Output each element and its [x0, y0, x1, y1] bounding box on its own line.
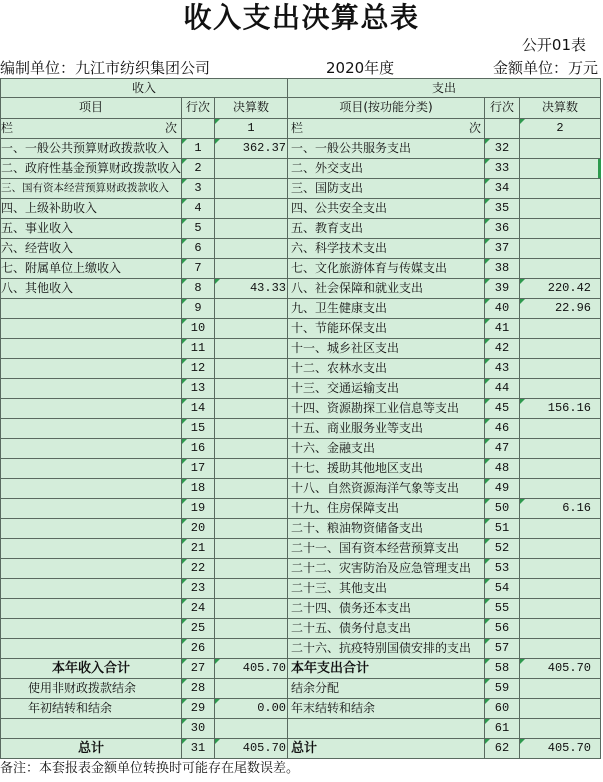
expense-amount-cell[interactable]: [520, 719, 601, 739]
expense-amount-cell[interactable]: 405.70: [520, 739, 601, 759]
income-amount-cell[interactable]: [215, 259, 288, 279]
income-line-no-cell[interactable]: 31: [182, 739, 215, 759]
expense-line-no-cell[interactable]: 51: [485, 519, 520, 539]
income-amount-cell[interactable]: [215, 339, 288, 359]
income-amount-cell[interactable]: [215, 239, 288, 259]
expense-item-cell[interactable]: 十七、援助其他地区支出: [288, 459, 485, 479]
column-label-ci: 次: [468, 121, 481, 135]
expense-line-no-cell[interactable]: 59: [485, 679, 520, 699]
expense-line-no-cell[interactable]: 40: [485, 299, 520, 319]
expense-item-cell[interactable]: 二十四、债务还本支出: [288, 599, 485, 619]
expense-line-no-cell[interactable]: 49: [485, 479, 520, 499]
expense-line-no-cell[interactable]: 50: [485, 499, 520, 519]
income-line-header[interactable]: 行次: [182, 98, 215, 119]
expense-amount-cell[interactable]: [520, 579, 601, 599]
expense-amount-cell[interactable]: [520, 439, 601, 459]
expense-item-cell[interactable]: 十九、住房保障支出: [288, 499, 485, 519]
income-amount-cell[interactable]: [215, 519, 288, 539]
income-item-cell[interactable]: [1, 599, 182, 619]
expense-amount-cell[interactable]: 22.96: [520, 299, 601, 319]
income-line-no-cell[interactable]: 22: [182, 559, 215, 579]
income-item-cell[interactable]: [1, 359, 182, 379]
income-line-no-cell[interactable]: 3: [182, 179, 215, 199]
expense-item-cell[interactable]: 二十三、其他支出: [288, 579, 485, 599]
expense-amount-header[interactable]: 决算数: [520, 98, 601, 119]
income-amount-cell[interactable]: [215, 599, 288, 619]
income-line-no-cell[interactable]: 1: [182, 139, 215, 159]
expense-line-no-cell[interactable]: 55: [485, 599, 520, 619]
income-line-no-cell[interactable]: 24: [182, 599, 215, 619]
expense-item-cell[interactable]: 十三、交通运输支出: [288, 379, 485, 399]
income-line-no-cell[interactable]: 17: [182, 459, 215, 479]
expense-line-no-cell[interactable]: 62: [485, 739, 520, 759]
income-amount-cell[interactable]: 43.33: [215, 279, 288, 299]
income-amount-cell[interactable]: [215, 199, 288, 219]
expense-amount-cell[interactable]: [520, 419, 601, 439]
expense-item-cell[interactable]: 十六、金融支出: [288, 439, 485, 459]
income-item-cell[interactable]: 使用非财政拨款结余: [1, 679, 182, 699]
expense-amount-cell[interactable]: [520, 359, 601, 379]
income-amount-cell[interactable]: [215, 579, 288, 599]
expense-line-no-cell[interactable]: 34: [485, 179, 520, 199]
expense-amount-cell[interactable]: [520, 539, 601, 559]
expense-line-no-cell[interactable]: 58: [485, 659, 520, 679]
income-expenditure-table: [0, 78, 601, 759]
income-item-cell[interactable]: [1, 499, 182, 519]
expense-column-number[interactable]: 2: [520, 119, 601, 139]
expense-amount-cell[interactable]: [520, 639, 601, 659]
expense-line-no-cell[interactable]: 42: [485, 339, 520, 359]
column-label-ci: 次: [164, 121, 177, 135]
expense-amount-cell[interactable]: [520, 199, 601, 219]
expense-line-no-cell[interactable]: 33: [485, 159, 520, 179]
income-amount-cell[interactable]: 0.00: [215, 699, 288, 719]
expense-line-no-cell[interactable]: 37: [485, 239, 520, 259]
income-line-no-cell[interactable]: 4: [182, 199, 215, 219]
expense-line-no-cell[interactable]: 54: [485, 579, 520, 599]
expense-item-cell[interactable]: 二十五、债务付息支出: [288, 619, 485, 639]
income-item-cell[interactable]: 年初结转和结余: [1, 699, 182, 719]
expense-item-cell[interactable]: 十八、自然资源海洋气象等支出: [288, 479, 485, 499]
income-line-no-cell[interactable]: 23: [182, 579, 215, 599]
expense-item-cell[interactable]: 八、社会保障和就业支出: [288, 279, 485, 299]
expense-amount-cell[interactable]: 220.42: [520, 279, 601, 299]
income-line-no-cell[interactable]: 20: [182, 519, 215, 539]
income-item-cell[interactable]: 五、事业收入: [1, 219, 182, 239]
expense-item-cell[interactable]: 四、公共安全支出: [288, 199, 485, 219]
income-item-cell[interactable]: [1, 379, 182, 399]
expense-line-no-cell[interactable]: 45: [485, 399, 520, 419]
income-amount-cell[interactable]: 405.70: [215, 659, 288, 679]
income-amount-cell[interactable]: [215, 359, 288, 379]
expense-item-cell[interactable]: 一、一般公共服务支出: [288, 139, 485, 159]
expense-amount-cell[interactable]: 156.16: [520, 399, 601, 419]
expense-line-no-cell[interactable]: 60: [485, 699, 520, 719]
income-amount-cell[interactable]: [215, 419, 288, 439]
income-line-no-cell[interactable]: 2: [182, 159, 215, 179]
expense-item-cell[interactable]: 十一、城乡社区支出: [288, 339, 485, 359]
expense-amount-cell[interactable]: [520, 479, 601, 499]
income-item-cell[interactable]: 一、一般公共预算财政拨款收入: [1, 139, 182, 159]
income-amount-cell[interactable]: [215, 719, 288, 739]
income-line-no-cell[interactable]: 10: [182, 319, 215, 339]
expense-item-cell[interactable]: 二十一、国有资本经营预算支出: [288, 539, 485, 559]
expense-item-cell[interactable]: 十、节能环保支出: [288, 319, 485, 339]
expense-amount-cell[interactable]: [520, 619, 601, 639]
income-amount-cell[interactable]: [215, 399, 288, 419]
expense-amount-cell[interactable]: [520, 599, 601, 619]
expense-item-cell[interactable]: 本年支出合计: [288, 659, 485, 679]
income-line-no-cell[interactable]: 26: [182, 639, 215, 659]
income-amount-cell[interactable]: [215, 319, 288, 339]
income-item-cell[interactable]: 八、其他收入: [1, 279, 182, 299]
income-line-no-cell[interactable]: 21: [182, 539, 215, 559]
expense-amount-cell[interactable]: [520, 519, 601, 539]
expense-line-no-cell[interactable]: 39: [485, 279, 520, 299]
income-line-blank-cell[interactable]: [182, 119, 215, 139]
expense-amount-cell[interactable]: [520, 559, 601, 579]
expense-line-no-cell[interactable]: 38: [485, 259, 520, 279]
expense-item-cell[interactable]: 十二、农林水支出: [288, 359, 485, 379]
income-line-no-cell[interactable]: 12: [182, 359, 215, 379]
expense-amount-cell[interactable]: [520, 679, 601, 699]
income-amount-cell[interactable]: [215, 499, 288, 519]
expense-item-cell[interactable]: 六、科学技术支出: [288, 239, 485, 259]
expense-line-no-cell[interactable]: 32: [485, 139, 520, 159]
expense-line-no-cell[interactable]: 48: [485, 459, 520, 479]
expense-item-cell[interactable]: 五、教育支出: [288, 219, 485, 239]
expense-item-cell[interactable]: 结余分配: [288, 679, 485, 699]
income-line-no-cell[interactable]: 14: [182, 399, 215, 419]
income-amount-cell[interactable]: [215, 619, 288, 639]
income-item-cell[interactable]: 六、经营收入: [1, 239, 182, 259]
expense-item-cell[interactable]: 二十二、灾害防治及应急管理支出: [288, 559, 485, 579]
expense-amount-cell[interactable]: [520, 259, 601, 279]
income-amount-cell[interactable]: [215, 159, 288, 179]
income-item-cell[interactable]: [1, 299, 182, 319]
income-item-cell[interactable]: [1, 519, 182, 539]
income-item-cell[interactable]: [1, 619, 182, 639]
income-item-cell[interactable]: [1, 639, 182, 659]
income-amount-cell[interactable]: [215, 219, 288, 239]
income-amount-cell[interactable]: [215, 459, 288, 479]
income-line-no-cell[interactable]: 6: [182, 239, 215, 259]
income-amount-cell[interactable]: [215, 439, 288, 459]
report-year: 2020年度: [326, 59, 395, 77]
expense-amount-cell[interactable]: [520, 159, 601, 179]
income-line-no-cell[interactable]: 19: [182, 499, 215, 519]
income-item-cell[interactable]: [1, 439, 182, 459]
income-amount-cell[interactable]: [215, 479, 288, 499]
expense-section-header[interactable]: 支出: [288, 79, 601, 98]
income-line-no-cell[interactable]: 29: [182, 699, 215, 719]
expense-item-cell[interactable]: 九、卫生健康支出: [288, 299, 485, 319]
income-amount-cell[interactable]: [215, 639, 288, 659]
expense-amount-cell[interactable]: [520, 339, 601, 359]
expense-line-no-cell[interactable]: 46: [485, 419, 520, 439]
expense-line-no-cell[interactable]: 47: [485, 439, 520, 459]
income-line-no-cell[interactable]: 16: [182, 439, 215, 459]
income-amount-cell[interactable]: 405.70: [215, 739, 288, 759]
income-line-no-cell[interactable]: 5: [182, 219, 215, 239]
expense-line-header[interactable]: 行次: [485, 98, 520, 119]
income-amount-cell[interactable]: [215, 379, 288, 399]
income-amount-cell[interactable]: [215, 539, 288, 559]
income-item-cell[interactable]: 七、附属单位上缴收入: [1, 259, 182, 279]
expense-amount-cell[interactable]: [520, 239, 601, 259]
income-line-no-cell[interactable]: 25: [182, 619, 215, 639]
income-amount-cell[interactable]: [215, 299, 288, 319]
income-item-cell[interactable]: [1, 399, 182, 419]
income-item-cell[interactable]: [1, 339, 182, 359]
expense-amount-cell[interactable]: 6.16: [520, 499, 601, 519]
expense-item-cell[interactable]: 二十六、抗疫特别国债安排的支出: [288, 639, 485, 659]
expense-item-cell[interactable]: 七、文化旅游体育与传媒支出: [288, 259, 485, 279]
income-item-cell[interactable]: 本年收入合计: [1, 659, 182, 679]
expense-amount-cell[interactable]: [520, 699, 601, 719]
income-column-number[interactable]: 1: [215, 119, 288, 139]
income-item-cell[interactable]: [1, 559, 182, 579]
expense-line-no-cell[interactable]: 52: [485, 539, 520, 559]
income-item-cell[interactable]: [1, 579, 182, 599]
expense-item-cell[interactable]: 三、国防支出: [288, 179, 485, 199]
income-line-no-cell[interactable]: 30: [182, 719, 215, 739]
expense-line-no-cell[interactable]: 43: [485, 359, 520, 379]
income-item-cell[interactable]: [1, 479, 182, 499]
income-item-cell[interactable]: [1, 459, 182, 479]
expense-line-no-cell[interactable]: 61: [485, 719, 520, 739]
income-amount-cell[interactable]: 362.37: [215, 139, 288, 159]
expense-item-cell[interactable]: 二十、粮油物资储备支出: [288, 519, 485, 539]
income-item-cell[interactable]: [1, 539, 182, 559]
income-amount-cell[interactable]: [215, 179, 288, 199]
expense-amount-cell[interactable]: [520, 139, 601, 159]
income-line-no-cell[interactable]: 27: [182, 659, 215, 679]
income-item-cell[interactable]: 二、政府性基金预算财政拨款收入: [1, 159, 182, 179]
expense-item-cell[interactable]: 十四、资源勘探工业信息等支出: [288, 399, 485, 419]
expense-line-no-cell[interactable]: 35: [485, 199, 520, 219]
expense-line-no-cell[interactable]: 44: [485, 379, 520, 399]
income-amount-header[interactable]: 决算数: [215, 98, 288, 119]
expense-line-no-cell[interactable]: 56: [485, 619, 520, 639]
income-line-no-cell[interactable]: 7: [182, 259, 215, 279]
expense-line-blank-cell[interactable]: [485, 119, 520, 139]
expense-column-label-cell[interactable]: [288, 119, 485, 139]
income-item-cell[interactable]: 总计: [1, 739, 182, 759]
column-label-lan: 栏: [1, 121, 14, 135]
income-amount-cell[interactable]: [215, 679, 288, 699]
income-line-no-cell[interactable]: 11: [182, 339, 215, 359]
income-item-header[interactable]: 项目: [1, 98, 182, 119]
reporting-unit: 编制单位：九江市纺织集团公司: [0, 59, 211, 77]
expense-amount-cell[interactable]: [520, 459, 601, 479]
expense-item-cell[interactable]: 年末结转和结余: [288, 699, 485, 719]
expense-amount-cell[interactable]: [520, 319, 601, 339]
expense-line-no-cell[interactable]: 53: [485, 559, 520, 579]
expense-item-cell[interactable]: [288, 719, 485, 739]
income-line-no-cell[interactable]: 8: [182, 279, 215, 299]
income-line-no-cell[interactable]: 28: [182, 679, 215, 699]
expense-amount-cell[interactable]: [520, 219, 601, 239]
column-label-lan: 栏: [291, 121, 304, 135]
income-amount-cell[interactable]: [215, 559, 288, 579]
income-item-cell[interactable]: [1, 319, 182, 339]
expense-item-cell[interactable]: 总计: [288, 739, 485, 759]
income-section-header[interactable]: 收入: [1, 79, 288, 98]
income-line-no-cell[interactable]: 18: [182, 479, 215, 499]
expense-item-cell[interactable]: 二、外交支出: [288, 159, 485, 179]
income-item-cell[interactable]: 三、国有资本经营预算财政拨款收入: [1, 179, 182, 199]
income-line-no-cell[interactable]: 13: [182, 379, 215, 399]
expense-line-no-cell[interactable]: 57: [485, 639, 520, 659]
income-item-cell[interactable]: 四、上级补助收入: [1, 199, 182, 219]
expense-amount-cell[interactable]: [520, 179, 601, 199]
expense-line-no-cell[interactable]: 41: [485, 319, 520, 339]
income-column-label-cell[interactable]: [1, 119, 182, 139]
expense-item-cell[interactable]: 十五、商业服务业等支出: [288, 419, 485, 439]
expense-amount-cell[interactable]: [520, 379, 601, 399]
cell-selection-marker: [598, 159, 601, 178]
report-title: 收入支出决算总表: [183, 1, 420, 34]
income-line-no-cell[interactable]: 15: [182, 419, 215, 439]
income-line-no-cell[interactable]: 9: [182, 299, 215, 319]
income-item-cell[interactable]: [1, 719, 182, 739]
form-code: 公开01表: [521, 36, 586, 54]
footnote: 备注：本套报表金额单位转换时可能存在尾数误差。: [0, 761, 300, 776]
income-item-cell[interactable]: [1, 419, 182, 439]
expense-amount-cell[interactable]: 405.70: [520, 659, 601, 679]
expense-item-header[interactable]: 项目(按功能分类): [288, 98, 485, 119]
currency-unit: 金额单位：万元: [492, 59, 598, 77]
expense-line-no-cell[interactable]: 36: [485, 219, 520, 239]
